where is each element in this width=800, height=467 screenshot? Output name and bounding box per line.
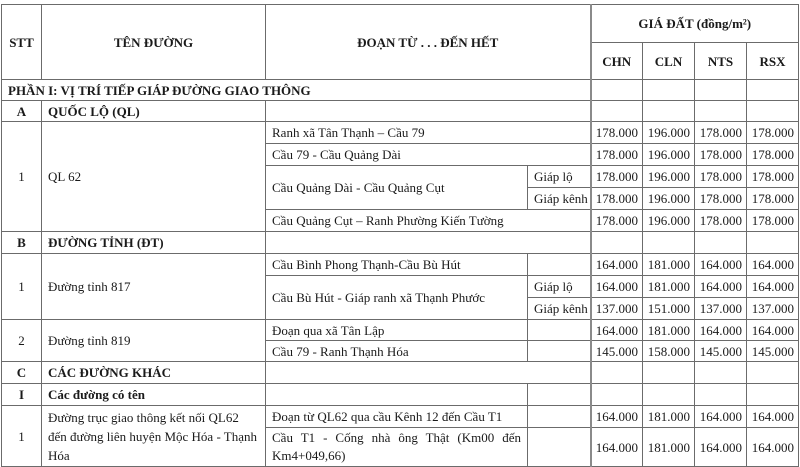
segment-name: Cầu Quảng Dài - Cầu Quảng Cụt — [266, 166, 528, 210]
subsection-code: I — [2, 384, 42, 406]
header-stt: STT — [2, 5, 42, 80]
segment-name: Cầu 79 - Cầu Quảng Dài — [266, 144, 591, 166]
road-name: QL 62 — [42, 122, 266, 232]
price-cln: 196.000 — [643, 210, 695, 232]
price-chn: 164.000 — [591, 428, 643, 467]
price-nts: 137.000 — [695, 298, 747, 320]
section-code: A — [2, 101, 42, 122]
section-row — [2, 101, 799, 122]
section-title: CÁC ĐƯỜNG KHÁC — [42, 362, 266, 384]
price-rsx: 164.000 — [747, 406, 799, 428]
road-stt: 2 — [2, 320, 42, 362]
price-nts: 164.000 — [695, 320, 747, 341]
table-row — [2, 122, 799, 144]
header-rsx: RSX — [747, 43, 799, 80]
price-nts: 178.000 — [695, 188, 747, 210]
price-nts: 164.000 — [695, 276, 747, 298]
segment-name: Cầu Bình Phong Thạnh-Cầu Bù Hút — [266, 254, 528, 276]
section-row — [2, 232, 799, 254]
section-code: C — [2, 362, 42, 384]
price-cln: 181.000 — [643, 254, 695, 276]
price-cln: 196.000 — [643, 166, 695, 188]
price-nts: 178.000 — [695, 122, 747, 144]
header-ten-duong: TÊN ĐƯỜNG — [42, 5, 266, 80]
price-chn: 145.000 — [591, 341, 643, 362]
segment-sub: Giáp lộ — [528, 166, 591, 188]
header-doan: ĐOẠN TỪ . . . ĐẾN HẾT — [266, 5, 591, 80]
segment-sub: Giáp kênh — [528, 188, 591, 210]
price-chn: 178.000 — [591, 122, 643, 144]
price-rsx: 164.000 — [747, 254, 799, 276]
header-gia-dat: GIÁ ĐẤT (đồng/m²) — [591, 5, 799, 43]
segment-name: Cầu Quảng Cụt – Ranh Phường Kiến Tường — [266, 210, 591, 232]
price-cln: 158.000 — [643, 341, 695, 362]
price-chn: 178.000 — [591, 210, 643, 232]
segment-sub — [528, 406, 591, 428]
segment-name: Ranh xã Tân Thạnh – Cầu 79 — [266, 122, 591, 144]
price-chn: 178.000 — [591, 166, 643, 188]
price-chn: 164.000 — [591, 406, 643, 428]
segment-sub — [528, 428, 591, 467]
price-cln: 196.000 — [643, 188, 695, 210]
price-rsx: 164.000 — [747, 276, 799, 298]
section-title: ĐƯỜNG TỈNH (ĐT) — [42, 232, 266, 254]
segment-sub — [528, 320, 591, 341]
table-row — [2, 320, 799, 341]
road-stt: 1 — [2, 122, 42, 232]
road-name: Đường tỉnh 819 — [42, 320, 266, 362]
road-name: Đường trục giao thông kết nối QL62 đến đường liên huyện Mộc Hóa - Thạnh Hóa — [42, 406, 266, 467]
price-nts: 178.000 — [695, 166, 747, 188]
segment-sub — [528, 254, 591, 276]
price-cln: 196.000 — [643, 122, 695, 144]
price-chn: 137.000 — [591, 298, 643, 320]
segment-name: Đoạn qua xã Tân Lập — [266, 320, 528, 341]
section-code: B — [2, 232, 42, 254]
price-rsx: 137.000 — [747, 298, 799, 320]
price-rsx: 178.000 — [747, 188, 799, 210]
price-nts: 164.000 — [695, 254, 747, 276]
price-nts: 178.000 — [695, 210, 747, 232]
price-cln: 181.000 — [643, 428, 695, 467]
part-title: PHẦN I: VỊ TRÍ TIẾP GIÁP ĐƯỜNG GIAO THÔNG — [2, 80, 591, 101]
price-rsx: 178.000 — [747, 166, 799, 188]
price-nts: 164.000 — [695, 406, 747, 428]
price-rsx: 178.000 — [747, 144, 799, 166]
segment-name: Cầu T1 - Cống nhà ông Thật (Km00 đến Km4+049,66) — [266, 428, 528, 467]
segment-sub — [528, 341, 591, 362]
subsection-title: Các đường có tên — [42, 384, 266, 406]
price-rsx: 164.000 — [747, 428, 799, 467]
price-chn: 164.000 — [591, 276, 643, 298]
segment-sub: Giáp lộ — [528, 276, 591, 298]
price-cln: 151.000 — [643, 298, 695, 320]
section-row — [2, 362, 799, 384]
road-stt: 1 — [2, 254, 42, 320]
price-chn: 164.000 — [591, 320, 643, 341]
header-chn: CHN — [591, 43, 643, 80]
price-nts: 178.000 — [695, 144, 747, 166]
price-cln: 196.000 — [643, 144, 695, 166]
price-chn: 178.000 — [591, 144, 643, 166]
price-rsx: 178.000 — [747, 122, 799, 144]
header-nts: NTS — [695, 43, 747, 80]
subsection-row — [2, 384, 799, 406]
section-title: QUỐC LỘ (QL) — [42, 101, 266, 122]
price-chn: 164.000 — [591, 254, 643, 276]
segment-name: Đoạn từ QL62 qua cầu Kênh 12 đến Cầu T1 — [266, 406, 528, 428]
road-name: Đường tỉnh 817 — [42, 254, 266, 320]
price-cln: 181.000 — [643, 320, 695, 341]
price-rsx: 178.000 — [747, 210, 799, 232]
segment-sub: Giáp kênh — [528, 298, 591, 320]
price-chn: 178.000 — [591, 188, 643, 210]
header-cln: CLN — [643, 43, 695, 80]
table-row — [2, 406, 799, 428]
price-nts: 145.000 — [695, 341, 747, 362]
road-stt: 1 — [2, 406, 42, 467]
price-nts: 164.000 — [695, 428, 747, 467]
price-cln: 181.000 — [643, 406, 695, 428]
price-rsx: 145.000 — [747, 341, 799, 362]
price-cln: 181.000 — [643, 276, 695, 298]
table-row — [2, 254, 799, 276]
land-price-table — [1, 4, 799, 467]
segment-name: Cầu 79 - Ranh Thạnh Hóa — [266, 341, 528, 362]
price-rsx: 164.000 — [747, 320, 799, 341]
segment-name: Cầu Bù Hút - Giáp ranh xã Thạnh Phước — [266, 276, 528, 320]
part-row — [2, 80, 799, 101]
